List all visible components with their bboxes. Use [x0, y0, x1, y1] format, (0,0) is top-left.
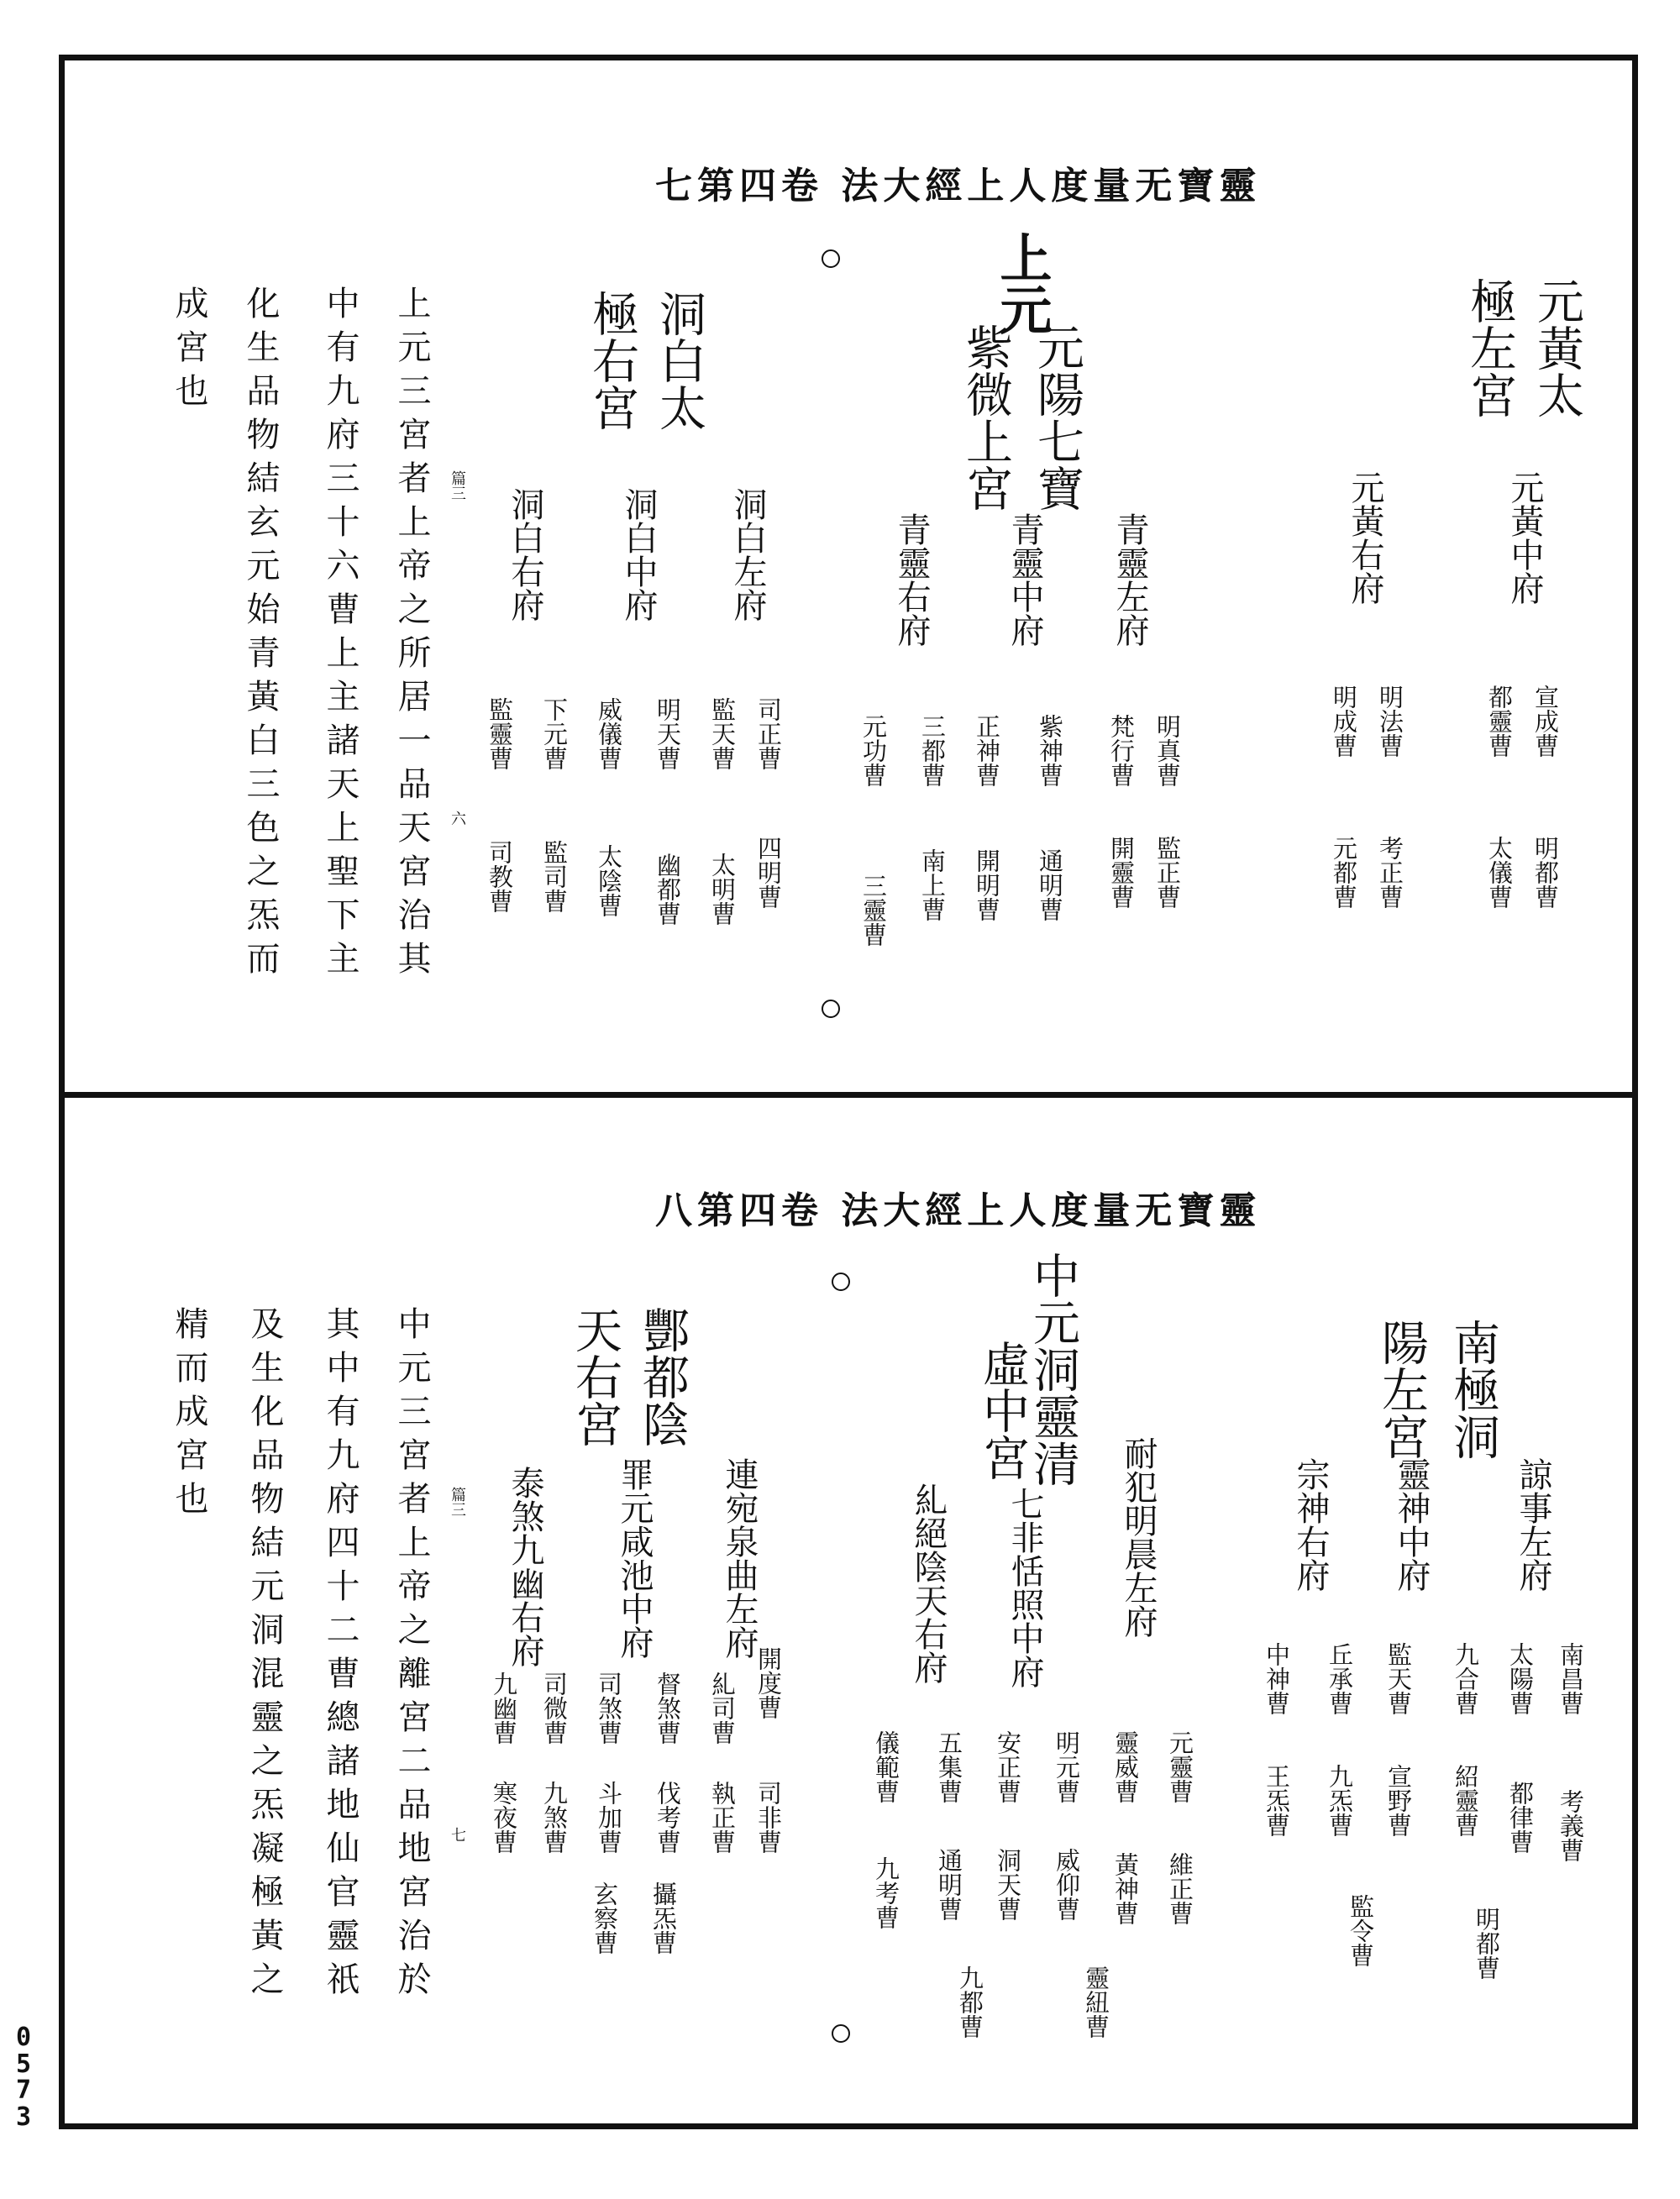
- leaf-mark: 篇三: [449, 1487, 466, 1517]
- bureau-label: 宣野曹: [1384, 1764, 1413, 1837]
- binding-hole: [822, 249, 840, 268]
- bureau-label: 九都曹: [956, 1965, 984, 2039]
- bureau-label: 都靈曹: [1485, 685, 1514, 758]
- palace-title-left: 極右宮: [585, 290, 639, 431]
- palace-title-left: 天右宮: [568, 1306, 622, 1447]
- prefecture-label: 青靈右府: [892, 512, 931, 647]
- prefecture-label: 糺絕陰天右府: [909, 1483, 948, 1684]
- palace-title-center: 元陽七寶: [1030, 323, 1084, 512]
- bureau-label: 開靈曹: [1107, 836, 1136, 909]
- palace-title-right: 陽左宮: [1374, 1319, 1429, 1460]
- palace-title-right: 元黃太: [1530, 277, 1584, 418]
- bureau-label: 明都曹: [1531, 836, 1560, 909]
- bureau-label: 明天曹: [654, 697, 682, 770]
- bureau-label: 開明曹: [973, 848, 1001, 921]
- bureau-label: 執正曹: [708, 1781, 737, 1854]
- bureau-label: 監天曹: [708, 697, 737, 770]
- bureau-label: 黃神曹: [1111, 1852, 1140, 1925]
- page-number: [7, 2024, 40, 2130]
- commentary-column: 其中有九府四十二曹總諸地仙官靈祇: [321, 1306, 360, 2005]
- bureau-label: 南昌曹: [1557, 1642, 1585, 1715]
- bureau-label: 監正曹: [1153, 836, 1182, 909]
- commentary-column: 精而成宮也: [170, 1306, 208, 1525]
- prefecture-label: 青靈左府: [1110, 512, 1149, 647]
- bureau-label: 九炁曹: [1326, 1764, 1354, 1837]
- bureau-label: 明真曹: [1153, 714, 1182, 787]
- prefecture-label: 元黃右府: [1346, 470, 1384, 605]
- bureau-label: 明都曹: [1473, 1907, 1501, 1980]
- prefecture-label: 耐犯明晨左府: [1119, 1436, 1158, 1638]
- bureau-label: 攝炁曹: [649, 1881, 678, 1955]
- page-number-digit: 0: [15, 2023, 32, 2052]
- bureau-label: 三都曹: [918, 714, 947, 787]
- running-head-bottom: 靈寶无量度人上經大法 卷四第八: [655, 1189, 1262, 1232]
- leaf-mark: 篇三: [449, 470, 466, 501]
- bureau-label: 五集曹: [935, 1730, 963, 1803]
- bureau-label: 九煞曹: [540, 1781, 569, 1854]
- bureau-label: 九合曹: [1452, 1642, 1480, 1715]
- palace-title-left: 酆都陰: [635, 1306, 690, 1447]
- commentary-column: 中元三宮者上帝之離宮二品地宮治於: [392, 1306, 431, 2005]
- palace-title-center: 虛中宮: [975, 1340, 1030, 1481]
- bureau-label: 靈紐曹: [1082, 1965, 1110, 2039]
- bureau-label: 中神曹: [1263, 1642, 1291, 1715]
- bureau-label: 四明曹: [754, 836, 783, 909]
- prefecture-label: 元黃中府: [1505, 470, 1544, 605]
- prefecture-label: 宗神右府: [1291, 1457, 1330, 1592]
- bureau-label: 司煞曹: [595, 1672, 623, 1745]
- bureau-label: 靈威曹: [1111, 1730, 1140, 1803]
- bureau-label: 考義曹: [1557, 1789, 1585, 1862]
- bureau-label: 維正曹: [1166, 1852, 1194, 1925]
- bureau-label: 九幽曹: [490, 1672, 518, 1745]
- bureau-label: 王炁曹: [1263, 1764, 1291, 1837]
- prefecture-label: 連宛泉曲左府: [720, 1457, 759, 1659]
- commentary-column: 中有九府三十六曹上主諸天上聖下主: [321, 286, 360, 984]
- bureau-label: 紫神曹: [1036, 714, 1064, 787]
- bureau-label: 開度曹: [754, 1646, 783, 1719]
- bureau-label: 伐考曹: [654, 1781, 682, 1854]
- palace-title-center: 紫微上宮: [958, 323, 1013, 512]
- bureau-label: 考正曹: [1376, 836, 1404, 909]
- bureau-label: 南上曹: [918, 848, 947, 921]
- prefecture-label: 洞白中府: [619, 487, 658, 622]
- bureau-label: 通明曹: [1036, 848, 1064, 921]
- bureau-label: 九考曹: [872, 1856, 900, 1929]
- bureau-label: 太陰曹: [595, 844, 623, 917]
- bureau-label: 梵行曹: [1107, 714, 1136, 787]
- bureau-label: 宣成曹: [1531, 685, 1560, 758]
- prefecture-label: 罪元咸池中府: [615, 1457, 654, 1659]
- bureau-label: 太陽曹: [1506, 1642, 1535, 1715]
- bureau-label: 玄察曹: [591, 1881, 619, 1955]
- bureau-label: 丘承曹: [1326, 1642, 1354, 1715]
- prefecture-label: 諒事左府: [1514, 1457, 1552, 1592]
- bureau-label: 洞天曹: [994, 1848, 1022, 1921]
- bureau-label: 司正曹: [754, 697, 783, 770]
- bureau-label: 司教曹: [486, 840, 514, 913]
- prefecture-label: 洞白左府: [728, 487, 767, 622]
- bureau-label: 安正曹: [994, 1730, 1022, 1803]
- bureau-label: 正神曹: [973, 714, 1001, 787]
- folio-number: 六: [449, 811, 466, 826]
- bureau-label: 紹靈曹: [1452, 1764, 1480, 1837]
- binding-hole: [832, 2024, 850, 2043]
- commentary-column: 成宮也: [170, 286, 208, 417]
- bureau-label: 督煞曹: [654, 1672, 682, 1745]
- bureau-label: 司微曹: [540, 1672, 569, 1745]
- folio-number: 七: [449, 1827, 466, 1842]
- bureau-label: 監天曹: [1384, 1642, 1413, 1715]
- bureau-label: 元靈曹: [1166, 1730, 1194, 1803]
- page-number-digit: 5: [15, 2049, 32, 2079]
- bureau-label: 監司曹: [540, 840, 569, 913]
- bureau-label: 太明曹: [708, 853, 737, 926]
- binding-hole: [822, 1000, 840, 1018]
- bureau-label: 通明曹: [935, 1848, 963, 1921]
- bureau-label: 明法曹: [1376, 685, 1404, 758]
- prefecture-label: 靈神中府: [1392, 1457, 1431, 1592]
- bureau-label: 斗加曹: [595, 1781, 623, 1854]
- bureau-label: 監靈曹: [486, 697, 514, 770]
- prefecture-label: 青靈中府: [1005, 512, 1044, 647]
- bureau-label: 明成曹: [1330, 685, 1358, 758]
- bureau-label: 下元曹: [540, 697, 569, 770]
- bureau-label: 都律曹: [1506, 1781, 1535, 1854]
- palace-title-right: 極左宮: [1462, 277, 1517, 418]
- prefecture-label: 洞白右府: [506, 487, 544, 622]
- running-head-top: 靈寶无量度人上經大法 卷四第七: [655, 165, 1262, 207]
- bureau-label: 糺司曹: [708, 1672, 737, 1745]
- palace-title-right: 南極洞: [1446, 1319, 1500, 1460]
- commentary-column: 及生化品物結元洞混靈之炁凝極黃之: [245, 1306, 284, 2005]
- bureau-label: 威儀曹: [595, 697, 623, 770]
- bureau-label: 威仰曹: [1053, 1848, 1081, 1921]
- bureau-label: 元都曹: [1330, 836, 1358, 909]
- bureau-label: 寒夜曹: [490, 1781, 518, 1854]
- half-divider: [59, 1092, 1638, 1098]
- palace-title-left: 洞白太: [652, 290, 706, 431]
- bureau-label: 三靈曹: [859, 874, 888, 947]
- prefecture-label: 七非恬照中府: [1005, 1487, 1044, 1688]
- bureau-label: 司非曹: [754, 1781, 783, 1854]
- bureau-label: 元功曹: [859, 714, 888, 787]
- bureau-label: 儀範曹: [872, 1730, 900, 1803]
- bureau-label: 明元曹: [1053, 1730, 1081, 1803]
- binding-hole: [832, 1273, 850, 1291]
- commentary-column: 上元三宮者上帝之所居一品天宮治其: [392, 286, 431, 984]
- page-number-digit: 7: [15, 2076, 32, 2105]
- prefecture-label: 泰煞九幽右府: [506, 1466, 544, 1667]
- page-number-digit: 3: [15, 2102, 32, 2132]
- bureau-label: 監令曹: [1347, 1894, 1375, 1967]
- commentary-column: 化生品物結玄元始青黃白三色之炁而: [241, 286, 280, 984]
- bureau-label: 太儀曹: [1485, 836, 1514, 909]
- bureau-label: 幽都曹: [654, 853, 682, 926]
- palace-title-center: 中元洞靈清: [1026, 1252, 1080, 1487]
- palace-title-center: 上元: [991, 231, 1053, 335]
